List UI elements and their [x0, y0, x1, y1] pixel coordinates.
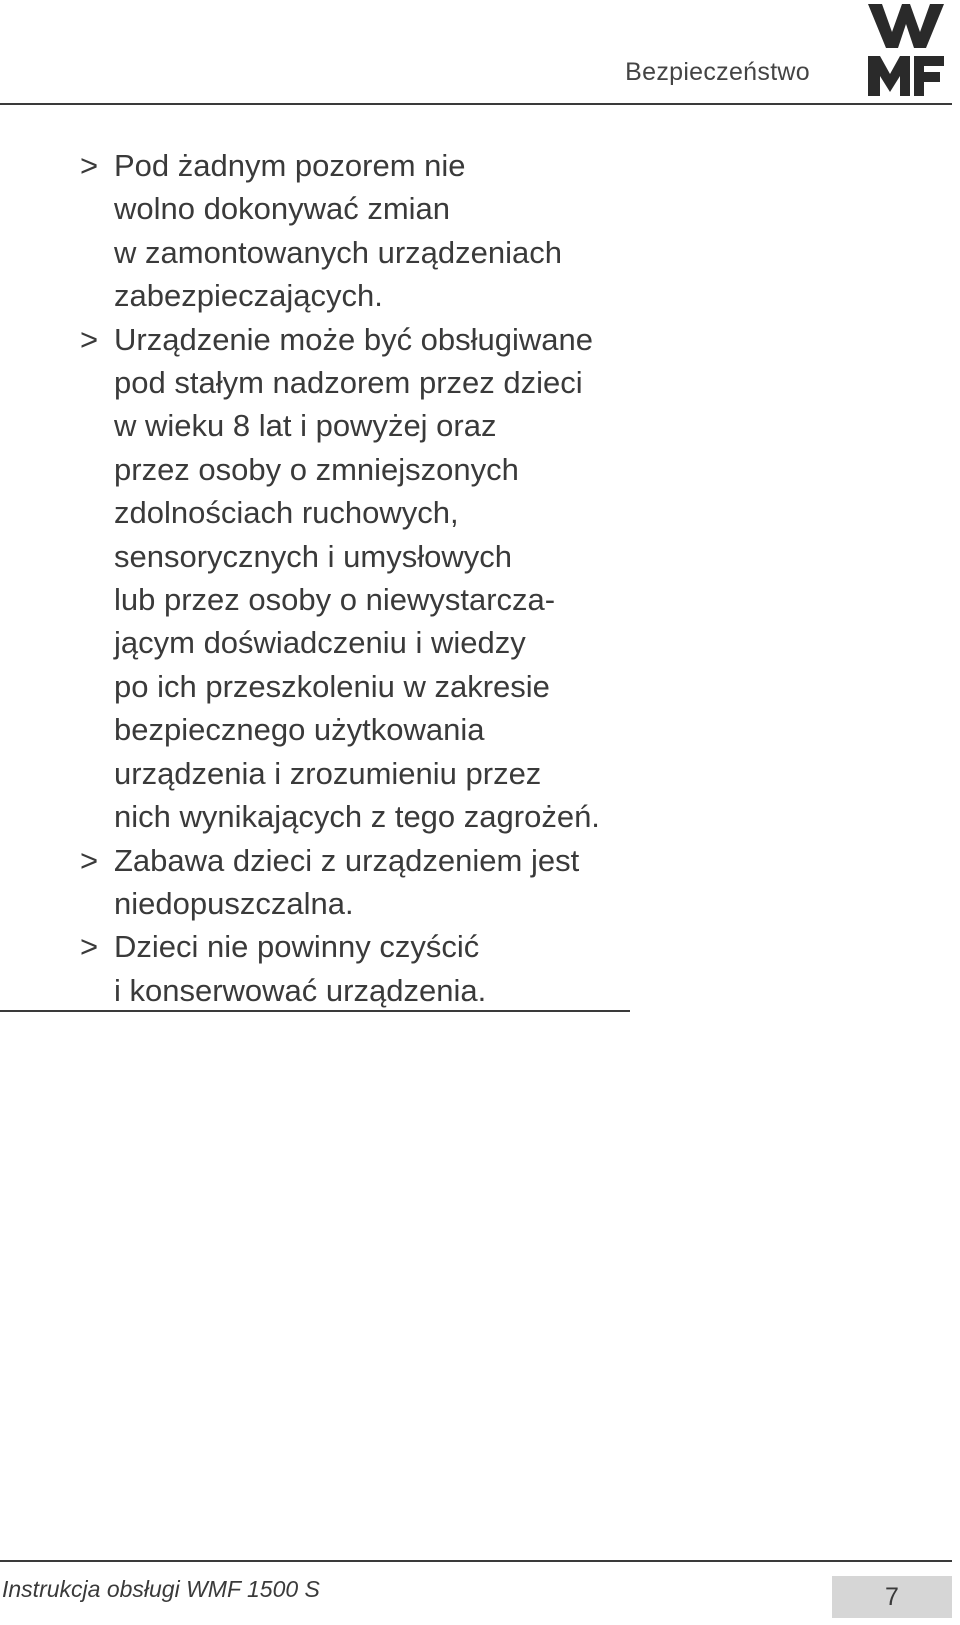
header-divider — [0, 103, 952, 105]
text-line: przez osoby o zmniejszonych — [114, 451, 519, 487]
text-line: nich wynikających z tego zagrożeń. — [114, 799, 600, 835]
text-line: Zabawa dzieci z urządzeniem jest — [114, 842, 580, 878]
footer-divider — [0, 1560, 952, 1562]
page-number: 7 — [885, 1582, 899, 1611]
text-line: niedopuszczalna. — [114, 885, 354, 921]
list-item — [80, 925, 640, 1012]
manual-title: Instrukcja obsługi WMF 1500 S — [2, 1576, 320, 1602]
text-line: Dzieci nie powinny czyścić — [114, 929, 480, 965]
text-line: sensorycznych i umysłowych — [114, 538, 512, 574]
text-line: urządzenia i zrozumieniu przez — [114, 755, 542, 791]
safety-list — [80, 144, 640, 1012]
section-title: Bezpieczeństwo — [625, 58, 810, 86]
page-number-box — [832, 1576, 952, 1618]
text-line: zdolnościach ruchowych, — [114, 495, 459, 531]
bullet-marker: > — [80, 929, 99, 965]
text-line: po ich przeszkoleniu w zakresie — [114, 668, 550, 704]
text-line: i konserwować urządzenia. — [114, 972, 487, 1008]
bullet-marker: > — [80, 842, 99, 878]
text-line: w zamontowanych urządzeniach — [114, 234, 563, 270]
text-line: Pod żadnym pozorem nie — [114, 148, 466, 183]
list-item — [80, 318, 640, 839]
text-line: zabezpieczających. — [114, 278, 383, 314]
wmf-logo — [868, 4, 944, 96]
content-divider — [0, 1010, 630, 1012]
text-line: bezpiecznego użytkowania — [114, 712, 485, 748]
list-item — [80, 144, 640, 318]
list-item — [80, 839, 640, 926]
bullet-marker: > — [80, 148, 99, 183]
text-line: pod stałym nadzorem przez dzieci — [114, 365, 583, 401]
text-line: wolno dokonywać zmian — [114, 191, 451, 227]
text-line: lub przez osoby o niewystarcza- — [114, 582, 556, 618]
text-line: w wieku 8 lat i powyżej oraz — [114, 408, 497, 444]
bullet-marker: > — [80, 321, 99, 357]
text-line: Urządzenie może być obsługiwane — [114, 321, 594, 357]
text-line: jącym doświadczeniu i wiedzy — [114, 625, 526, 661]
